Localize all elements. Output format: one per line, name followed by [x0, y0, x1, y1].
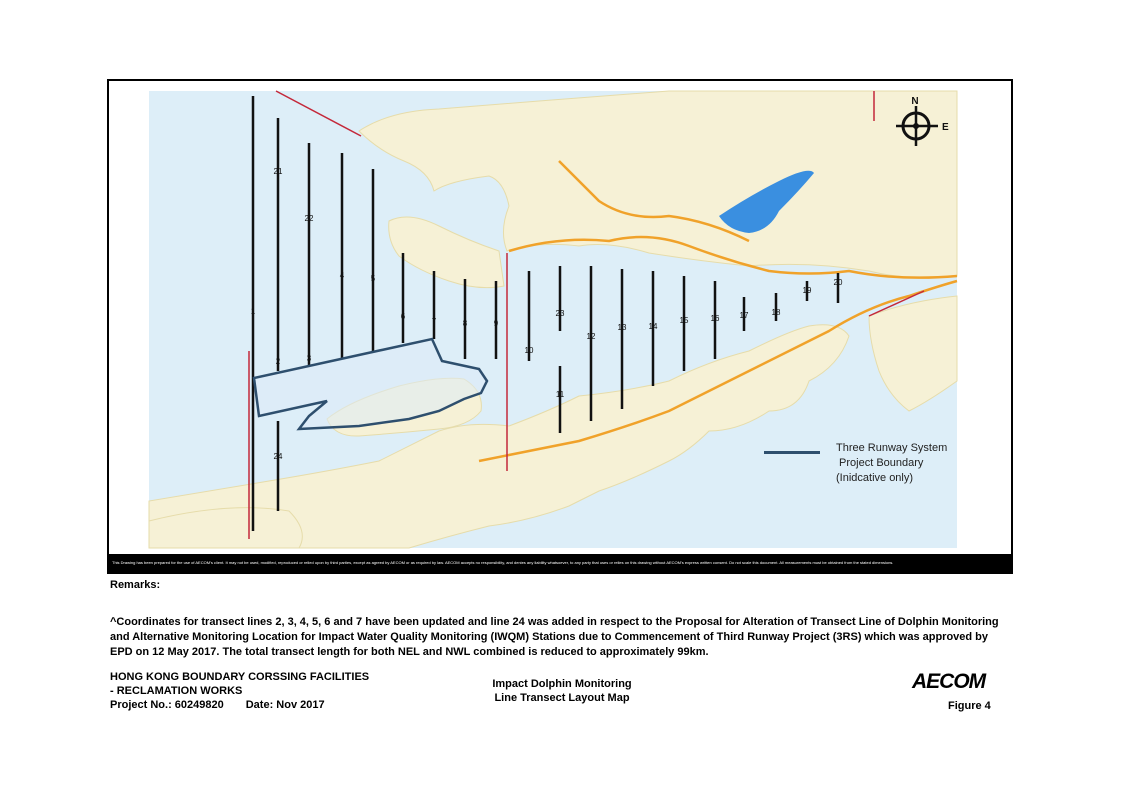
remarks-title: Remarks: [110, 579, 161, 591]
transect-label: 14 [648, 322, 658, 331]
transect-label: 18 [771, 308, 781, 317]
transect-label: 16 [710, 314, 720, 323]
project-info [110, 670, 369, 712]
legend-text: Three Runway System Project Boundary (Inidcative only) [836, 442, 948, 484]
figure-number: Figure 4 [948, 700, 991, 712]
transect-label: 19 [802, 286, 812, 295]
transect-label: 17 [739, 311, 749, 320]
transect-label: 9 [493, 319, 499, 328]
figure-title-line2: Line Transect Layout Map [494, 692, 630, 704]
transect-label: 23 [555, 309, 565, 318]
figure-title [462, 677, 662, 705]
transect-label: 10 [524, 346, 534, 355]
project-meta-row [110, 698, 369, 712]
transect-label: 15 [679, 316, 689, 325]
legend-boundary-swatch [764, 451, 820, 454]
project-name-line1: HONG KONG BOUNDARY CORSSING FACILITIES [110, 671, 370, 683]
transect-label: 20 [833, 278, 843, 287]
transect-label: 13 [617, 323, 627, 332]
transect-label: 21 [273, 167, 283, 176]
project-number: Project No.: 60249820 [110, 699, 224, 711]
compass-east-label: E [942, 122, 949, 133]
transect-label: 6 [400, 312, 406, 321]
disclaimer-bar: This Drawing has been prepared for the use of AECOM's client. It may not be used, modified, reproduced or relied upon by third parties, except as agreed by AECOM or as required by law. AECOM accepts no responsibility, and denies any liability whatsoever, to any party that uses or relies on this drawing without AECOM's express written consent. Do not scale this document. All measurements must be obtained from the stated dimensions. [109, 554, 1011, 572]
figure-title-line1: Impact Dolphin Monitoring [492, 678, 632, 690]
remarks-body: ^Coordinates for transect lines 2, 3, 4, 5, 6 and 7 have been updated and line 24 was added in respect to the Proposal for Alteration of Transect Line of Dolphin Monitoring and Alternative Monitoring Location for Impact Water Quality Monitoring (IWQM) Stations due to Commencement of Third Runway Project (3RS) which was approved by EPD on 12 May 2017. The total transect length for both NEL and NWL combined is reduced to approximately 99km. [110, 616, 999, 658]
transect-label: 1 [250, 307, 256, 316]
compass-hub [913, 123, 919, 129]
aecom-logo: AECOM [912, 670, 986, 693]
project-date: Date: Nov 2017 [245, 699, 325, 711]
project-name-line2: - RECLAMATION WORKS [110, 685, 243, 697]
transect-label: 5 [370, 274, 376, 283]
compass-north-label: N [911, 96, 919, 107]
transect-label: 3 [306, 354, 312, 363]
transect-label: 4 [339, 271, 345, 280]
transect-label: 8 [462, 319, 468, 328]
transect-map [109, 81, 1013, 558]
transect-label: 22 [304, 214, 314, 223]
transect-label: 11 [555, 390, 565, 399]
transect-label: 7 [431, 317, 437, 326]
transect-label: 2 [275, 357, 281, 366]
transect-label: 12 [586, 332, 596, 341]
map-frame [107, 79, 1013, 574]
transect-label: 24 [273, 452, 283, 461]
